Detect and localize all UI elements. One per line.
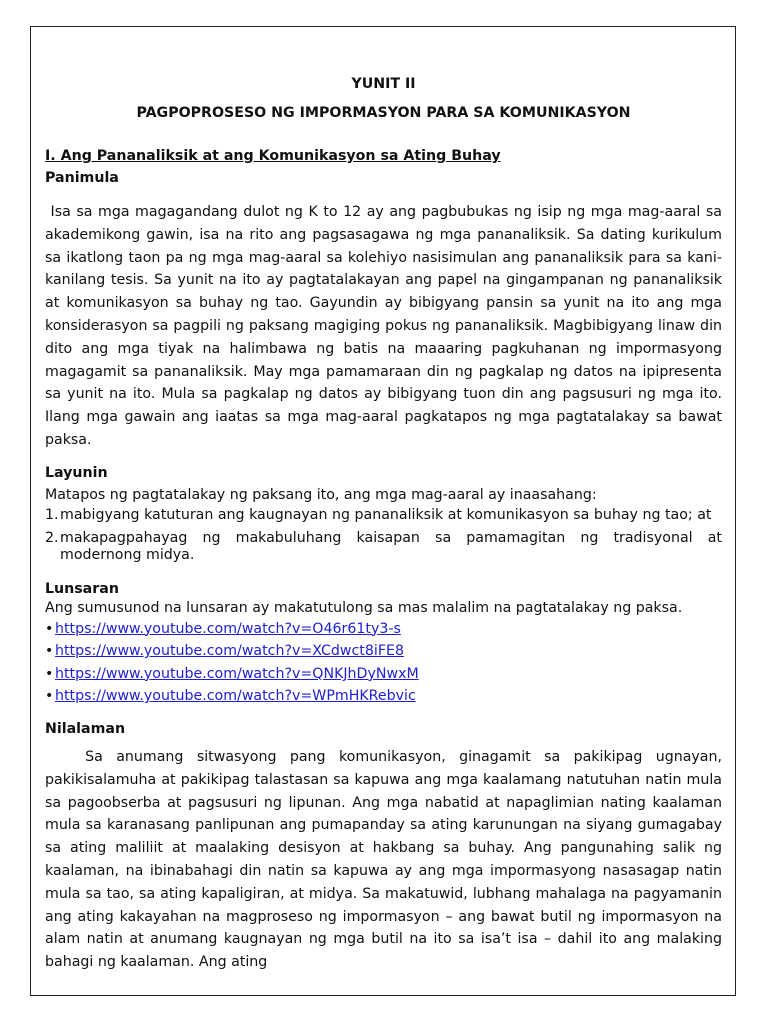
- lunsaran-heading: Lunsaran: [45, 580, 119, 597]
- layunin-intro: Matapos ng pagtatalakay ng paksang ito, ang mga mag-aaral ay inaasahang:: [45, 486, 597, 503]
- list-item-text: makapagpahayag ng makabuluhang kaisapan sa pamamagitan ng tradisyonal at modernong midya.: [60, 529, 722, 563]
- layunin-heading: Layunin: [45, 464, 108, 481]
- section-title: I. Ang Pananaliksik at ang Komunikasyon sa Ating Buhay: [45, 148, 501, 164]
- list-item: [45, 685, 722, 708]
- video-link-3[interactable]: https://www.youtube.com/watch?v=QNKJhDyNwxM: [55, 665, 419, 682]
- list-item: [45, 530, 722, 564]
- unit-label: YUNIT II: [351, 76, 416, 92]
- unit-title: PAGPOPROSESO NG IMPORMASYON PARA SA KOMUNIKASYON: [136, 105, 631, 121]
- list-item-text: mabigyang katuturan ang kaugnayan ng pananaliksik at komunikasyon sa buhay ng tao; at: [60, 506, 712, 523]
- bullet-icon: •: [45, 643, 54, 660]
- list-item-number: 2.: [45, 529, 59, 546]
- document-body: [45, 70, 727, 974]
- panimula-heading: Panimula: [45, 170, 119, 186]
- list-item-number: 1.: [45, 506, 59, 523]
- video-link-1[interactable]: https://www.youtube.com/watch?v=O46r61ty3-s: [55, 620, 401, 637]
- video-link-4[interactable]: https://www.youtube.com/watch?v=WPmHKRebvic: [55, 688, 416, 705]
- nilalaman-heading: Nilalaman: [45, 720, 126, 737]
- objectives-list: [45, 507, 722, 564]
- panimula-paragraph: Isa sa mga magagandang dulot ng K to 12 ay ang pagbubukas ng isip ng mga mag-aaral sa akademikong gawin, isa na rito ang pagsasagawa ng mga pananaliksik. Sa dating kurikulum sa ikatlong taon pa ng mga mag-aaral sa kolehiyo nasisimulan ang pananaliksik para sa kani-kanilang tesis. Sa yunit na ito ay pagtatalakayan ang papel na gingampanan ng pananaliksik at komunikasyon sa buhay ng tao. Gayundin ay bibigyang pansin sa yunit na ito ang mga konsiderasyon sa pagpili ng paksang magiging pokus ng pananaliksik. Magbibigyang linaw din dito ang mga tiyak na halimbawa ng batis na maaaring pagkuhanan ng impormasyong magagamit sa pananaliksik. May mga pamamaraan din ng pagkalap ng datos na ipipresenta sa yunit na ito. Mula sa pagkalap ng datos ay bibigyang tuon din ang pagsusuri ng mga ito. Ilang mga gawain ang iaatas sa mga mag-aaral pagkatapos ng mga pagtatalakay sa bawat paksa.: [45, 204, 727, 448]
- bullet-icon: •: [45, 620, 54, 637]
- list-item: [45, 663, 722, 686]
- video-link-2[interactable]: https://www.youtube.com/watch?v=XCdwct8iFE8: [55, 643, 404, 660]
- bullet-icon: •: [45, 688, 54, 705]
- list-item: [45, 618, 722, 641]
- video-link-list: [45, 618, 722, 708]
- list-item: [45, 640, 722, 663]
- bullet-icon: •: [45, 665, 54, 682]
- nilalaman-paragraph: Sa anumang sitwasyong pang komunikasyon, ginagamit sa pakikipag ugnayan, pakikisalamuha at pakikipag talastasan sa kapuwa ang mga kaalamang natutuhan natin mula sa pagoobserba at pagsusuri ng lipunan. Ang mga nabatid at napaglimian nating kaalaman mula sa karanasang panlipunan ang pumapanday sa ating karunungan na siyang gumagabay sa ating maliliit at maalaking desisyon at hakbang sa buhay. Ang pangunahing salik ng kaalaman, na ibinabahagi din natin sa kapuwa ay ang mga impormasyong nasasagap natin mula sa tao, sa ating kapaligiran, at midya. Sa makatuwid, lubhang mahalaga na pagyamanin ang ating kakayahan na magproseso ng impormasyon – ang bawat butil ng impormasyon na alam natin at anumang kaugnayan ng mga butil na ito sa isa’t isa – dahil ito ang malaking bahagi ng kaalaman. Ang ating: [45, 748, 727, 971]
- list-item: [45, 507, 722, 524]
- lunsaran-intro: Ang sumusunod na lunsaran ay makatutulong sa mas malalim na pagtatalakay ng paksa.: [45, 599, 683, 616]
